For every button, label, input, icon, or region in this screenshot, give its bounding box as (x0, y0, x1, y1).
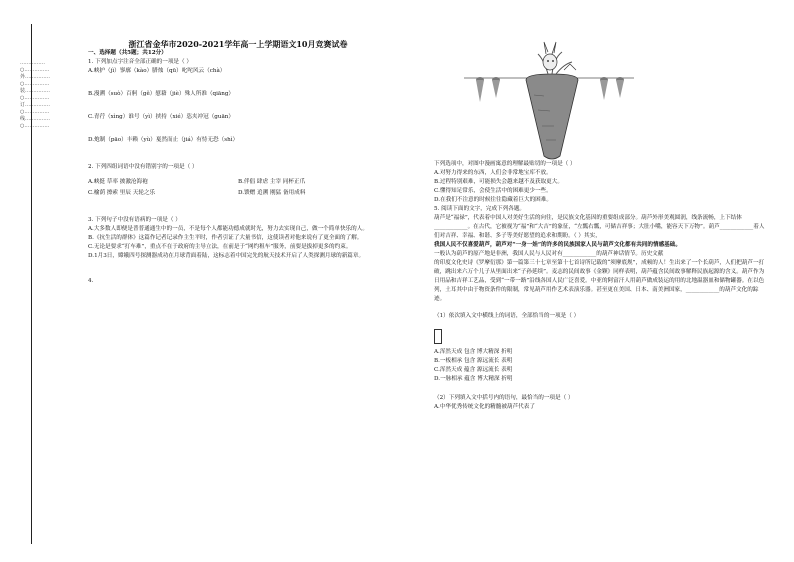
question-2-stem: 2. 下列四组词语中没有错别字的一项是（ ） (88, 164, 198, 170)
question-3-stem: 3. 下列句子中没有语病的一项是（ ） (88, 217, 181, 223)
question-2-options-row-2 (88, 189, 388, 198)
binding-text: ……………○……………外……………○……………装……………○……………订……………○……………线……………○…………… (20, 60, 51, 129)
cartoon-option-c: C.懂得知足常乐，会使生活中的困难更少一些。 (434, 188, 552, 194)
binding-line (31, 24, 32, 544)
question-5-stem: 5. 阅读下面的文字，完成下列各题。 (434, 206, 526, 212)
question-2-option-d: D.馈赠 追溯 刚猛 备用成料 (238, 190, 306, 196)
page-title: 浙江省金华市2020-2021学年高一上学期语文10月竞赛试卷 (128, 39, 348, 49)
question-3-option-a: A.大多数人即便是普普通通生中的一员，不是每个人都能功德成就时光，努力去实现自己，做一个简单快乐的人。 (88, 226, 368, 232)
subquestion-1-option-c: C.浑然天成 蕴含 源远流长 表明 (434, 367, 513, 373)
question-2-option-c: C.榆荫 擦索 里辰 天轮之乐 (88, 190, 156, 196)
question-4-number: 4. (88, 278, 94, 284)
question-3-option-c: C.无论是要求“打车难”，重点不在于政府的主导立法，在前是于“网约租车”服务，前要是拔掉更多的约束。 (88, 244, 352, 250)
question-1-option-b: B.漫溯（suò）百舸（gě）慰藉（jiè）殊人所准（qiāng） (88, 91, 235, 97)
answer-box (434, 329, 442, 344)
subquestion-2-option-a: A.中华优秀传统文化的精髓被葫芦代表了 (434, 404, 535, 410)
passage-paragraph-2: 一般认为葫芦的原产地是非洲，我国人民与人民对有____________的葫芦神话情节。历史文献 (434, 251, 664, 257)
question-1-stem: 1. 下列加点字注音全部正确的一项是（ ） (88, 59, 192, 65)
cartoon-image (464, 40, 634, 160)
right-column (434, 40, 768, 412)
question-3-option-d: D.1月3日，嫦娥四号探测器成功在月球背面着陆，这标志着中国完先的航天技术开启了人类探测月球的新篇章。 (88, 253, 365, 259)
subquestion-1-option-d: D.一脉相承 蕴含 博大精深 折明 (434, 376, 513, 382)
left-column (88, 40, 388, 286)
section-heading: 一、选择题（共5题；共12分） (88, 50, 167, 56)
question-3-option-b: B.《抗生活的群体》这篇作记者记录作主生平时，作者引证了大量书信，这使读者对他来说有了更全面的了解。 (88, 235, 363, 241)
passage-paragraph-3: 的印度文化史诗《罗摩衍那》第一篇第三十七章至第十七首诗所记载的“须摩底规”，成顿的人！生出来了一个长葫芦，人们把葫芦一打破，跳出来六万个儿子从里面出来“子孙延续”。麦志的民间故事《金颗》同样表明，葫芦蕴含民间故事解释民族起源的含义。葫芦作为日用品和吉祥工艺品，受到“一带一路”沿线各国人民广泛喜爱。中亚的阿富汗人用葫芦做成装运的用的北地温器皿和储物罐器。在以色列，土耳其中由于物资条件的限制，常见葫芦用作艺术表演乐器。甚至更在美国、日本、南美洲国家，____________的葫芦文化的踪迹。 (434, 260, 765, 302)
subquestion-1-stem: （1）依次填入文中横线上的词语，全部恰当的一项是（ ） (434, 313, 580, 319)
binding-margin (0, 0, 51, 562)
subquestion-1-option-a: A.浑然天成 包含 博大精深 折明 (434, 349, 513, 355)
cartoon-option-a: A.对努力得来的东西，人们会非常地宝库不放。 (434, 170, 552, 176)
cartoon-option-d: D.在我们不注意的时候往往隐藏着巨大的困难。 (434, 197, 552, 203)
question-1-option-a: A.峡护（jì）寥廓（kào）腊烛（qū）叱咤风云（chà） (88, 68, 226, 74)
passage-paragraph-1: 葫芦是“福禄”，代表着中国人对美好生活的向往，是民族文化基因的重要组成部分。葫芦外形美观圆润，线条流畅，上下结体____________。在古代，它被视为“福”和“大吉”的象征，“左瓢右瓢，可储吉祥事；大肚小嘴，能容天下万物”。葫芦____________着人们对吉祥、幸福、和谐、多子等美好愿望的追求和期盼。（ ）其实， (434, 215, 765, 239)
question-2-option-b: B.伴倡 肆虐 主宰 同杯正爪 (238, 179, 306, 185)
subquestion-2-stem: （2）下列填入文中括号内的语句，最恰当的一项是（ ） (434, 395, 574, 401)
cartoon-option-b: B.过程特别艰难，可能损失会越来越不及获取更大。 (434, 179, 563, 185)
question-1-option-c: C.青荇（xìng）谁号（yì）挟持（xié）恣夹冲冠（guān） (88, 114, 234, 120)
question-2-option-a: A.峡挺 草率 披激沧海袍 (88, 179, 148, 185)
subquestion-1-option-b: B.一板相承 包含 源远流长 表明 (434, 358, 513, 364)
question-2-options-row-1 (88, 178, 388, 187)
cartoon-question-stem: 下列选项中，对图中漫画寓意的理解最贴切的一项是（ ） (434, 161, 576, 167)
carrot-cartoon-illustration (464, 40, 634, 160)
passage-underlined-sentence: 我国人民不仅喜爱葫芦，葫芦对“一身一娃”的许多的民族国家人民与葫芦文化都有共同的情感基础。 (434, 242, 681, 248)
question-1-option-d: D.炮制（pāo）丰赖（yù）戛然而止（jiá）有恃无恐（shì） (88, 137, 239, 143)
